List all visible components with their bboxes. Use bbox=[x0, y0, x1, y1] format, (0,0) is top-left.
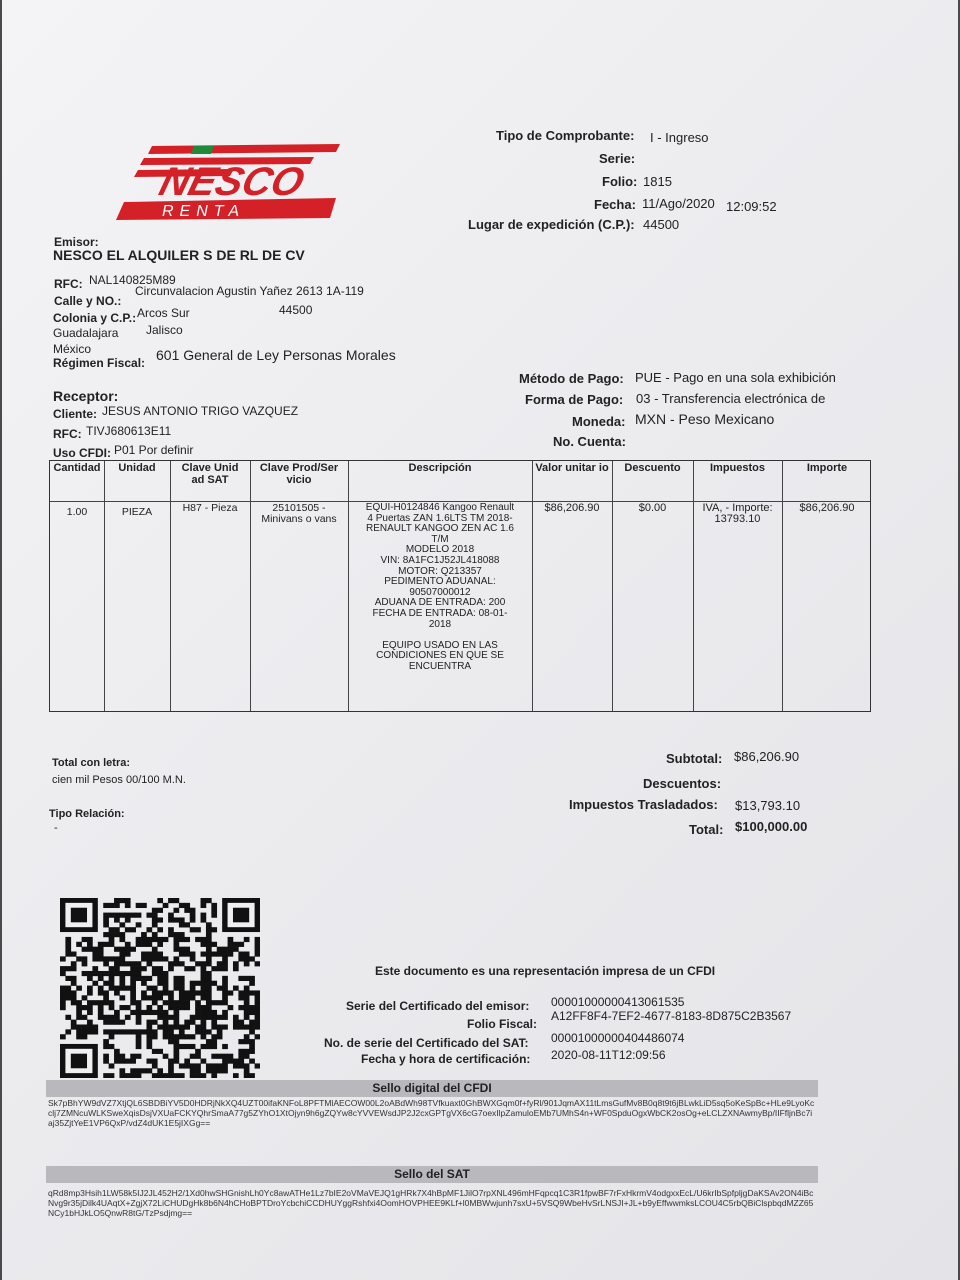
tipo-comprobante-value: I - Ingreso bbox=[650, 130, 709, 145]
serie-sat-value: 00001000000404486074 bbox=[551, 1031, 685, 1045]
row-valor-unitario: $86,206.90 bbox=[544, 502, 600, 514]
descuentos-label: Descuentos: bbox=[643, 776, 722, 791]
metodo-pago-value: PUE - Pago en una sola exhibición bbox=[635, 370, 836, 385]
moneda-label: Moneda: bbox=[572, 414, 626, 429]
regimen-fiscal-value: 601 General de Ley Personas Morales bbox=[156, 347, 396, 363]
row-impuestos: IVA, - Importe: 13793.10 bbox=[702, 502, 773, 525]
sello-cfdi-bar bbox=[46, 1080, 818, 1097]
tipo-comprobante-label: Tipo de Comprobante: bbox=[496, 128, 635, 143]
subtotal-value: $86,206.90 bbox=[734, 749, 800, 764]
row-descuento: $0.00 bbox=[638, 502, 667, 514]
emisor-ciudad: Guadalajara bbox=[53, 326, 119, 340]
logo-line1: NESCO bbox=[154, 158, 310, 204]
emisor-calle-label: Calle y NO.: bbox=[54, 294, 122, 308]
header-valor-unitario: Valor unitar io bbox=[535, 462, 609, 474]
receptor-label: Receptor: bbox=[53, 388, 119, 404]
sello-cfdi-label: Sello digital del CFDI bbox=[372, 1081, 492, 1095]
forma-pago-value: 03 - Transferencia electrónica de bbox=[636, 391, 826, 406]
logo-line2: RENTA bbox=[162, 203, 246, 220]
header-descripcion: Descripción bbox=[408, 462, 472, 474]
cliente-value: JESUS ANTONIO TRIGO VAZQUEZ bbox=[102, 404, 299, 418]
lugar-expedicion-label: Lugar de expedición (C.P.): bbox=[468, 217, 635, 232]
serie-sat-label: No. de serie del Certificado del SAT: bbox=[324, 1036, 529, 1050]
cliente-label: Cliente: bbox=[53, 407, 98, 421]
serie-emisor-value: 00001000000413061535 bbox=[551, 995, 685, 1009]
header-unidad: Unidad bbox=[118, 462, 156, 474]
sello-sat-label: Sello del SAT bbox=[394, 1167, 470, 1181]
header-descuento: Descuento bbox=[624, 462, 681, 474]
col-divider bbox=[532, 461, 533, 711]
emisor-rfc-label: RFC: bbox=[54, 277, 83, 291]
total-letra-label: Total con letra: bbox=[52, 757, 131, 769]
metodo-pago-label: Método de Pago: bbox=[519, 371, 624, 386]
fecha-certificacion-label: Fecha y hora de certificación: bbox=[361, 1052, 531, 1066]
receptor-rfc: TIVJ680613E11 bbox=[86, 424, 172, 438]
sello-cfdi-text: Sk7pBhYW9dVZ7XtjQL6SBDBiYV5D0HDRjNkXQ4UZT00ifaKNFoL8PFTMlAECOW00L2oABdWh98TVfkuaxt0GhBWXGqm0f+fyRl/901JqmAX11tLmsGufMv8B0q8t9t6jBLwkLiD5sq5oKeSpBc+HLe9LyoKcclj7ZMNcuWLKSweXqisDsjVXUaFCKYQhrSmaA77g5ZYhO1XtOjyn9h6gZQYw8cYVVEWsdJP2J2cxGPTgVX6cG7oexIlpZamuloEMb7UMhS4n+WF0SpduOgxWbCK2osOg+eLCLZXNAwmyBp/IIFfljnBc7iaj35ZjtYeE1VP6QxP/vdZ4dUK1E5jIXGg== bbox=[48, 1098, 815, 1128]
folio-fiscal-value: A12FF8F4-7EF2-4677-8183-8D875C2B3567 bbox=[551, 1009, 792, 1023]
row-unidad: PIEZA bbox=[121, 506, 153, 518]
serie-label: Serie: bbox=[599, 151, 636, 166]
row-clave-unidad: H87 - Pieza bbox=[182, 502, 238, 514]
lugar-expedicion-value: 44500 bbox=[643, 217, 680, 232]
emisor-calle: Circunvalacion Agustin Yañez 2613 1A-119 bbox=[135, 284, 364, 298]
row-importe: $86,206.90 bbox=[799, 502, 855, 514]
cfdi-representacion: Este documento es una representación impresa de un CFDI bbox=[375, 964, 716, 978]
emisor-cp: 44500 bbox=[279, 303, 313, 317]
hora-value: 12:09:52 bbox=[726, 199, 777, 214]
row-clave-prod: 25101505 - Minivans o vans bbox=[261, 502, 337, 525]
moneda-value: MXN - Peso Mexicano bbox=[635, 411, 775, 427]
tipo-relacion-label: Tipo Relación: bbox=[49, 808, 125, 820]
row-cantidad: 1.00 bbox=[66, 506, 88, 518]
items-table bbox=[49, 460, 871, 712]
regimen-fiscal-label: Régimen Fiscal: bbox=[53, 356, 146, 370]
fecha-value: 11/Ago/2020 bbox=[642, 196, 715, 211]
uso-cfdi-value: P01 Por definir bbox=[114, 443, 194, 457]
header-impuestos: Impuestos bbox=[709, 462, 765, 474]
emisor-colonia-label: Colonia y C.P.: bbox=[53, 311, 137, 325]
emisor-rfc: NAL140825M89 bbox=[89, 273, 176, 287]
row-descripcion: EQUI-H0124846 Kangoo Renault 4 Puertas ZAN 1.6LTS TM 2018-RENAULT KANGOO ZEN AC 1.6 T/M MODELO 2018 VIN: 8A1FC1J52JL418088 MOTOR: Q213357 PEDIMENTO ADUANAL: 90507000012 ADUANA DE ENTRADA: 200 FECHA DE ENTRADA: 08-01-2018 EQUIPO USADO EN LAS CONDICIONES EN QUE SE ENCUENTRA bbox=[365, 502, 515, 672]
folio-fiscal-label: Folio Fiscal: bbox=[467, 1017, 538, 1031]
subtotal-label: Subtotal: bbox=[666, 751, 723, 766]
col-divider bbox=[170, 461, 171, 711]
total-label: Total: bbox=[689, 822, 724, 837]
sello-sat-text: qRd8mp3Hsih1LW58k5IJ2JL452H2/1Xd0hwSHGnishLh0Yc8awATHe1Lz7bIE2oVMaVEJQ1gHRk7X4hBpMF1JilO7rpXNL496mHFqpcq1C3R1fpwBF7rFxHkrmV4odgxxEcL/U6krIbSpfpljgDaKSAv2ON4iBcNvg9r35jDilk4UAqtX+ZgjX72LiCHUDgHk8b6N4hCHoBPTDroYcbchiCCDHUYggRshfxi4OomHOVPHEE9KLf+l0MBWwjunh7sxU+5VSQ9WbeHvSrLNSJI+JL+b9yEffwwmksLCOU4C5rbQBiClspbqdMZZ65NCy1bHJkLO5QnwR8tG/TzPsdjmg== bbox=[48, 1188, 814, 1218]
folio-value: 1815 bbox=[643, 174, 672, 189]
impuestos-trasladados-value: $13,793.10 bbox=[735, 798, 801, 813]
folio-label: Folio: bbox=[602, 174, 638, 189]
emisor-estado: Jalisco bbox=[146, 323, 183, 337]
nesco-renta-logo bbox=[114, 140, 344, 224]
fecha-certificacion-value: 2020-08-11T12:09:56 bbox=[551, 1048, 666, 1062]
fecha-label: Fecha: bbox=[594, 197, 636, 212]
header-importe: Importe bbox=[806, 462, 848, 474]
serie-emisor-label: Serie del Certificado del emisor: bbox=[346, 999, 530, 1013]
uso-cfdi-label: Uso CFDI: bbox=[53, 446, 111, 460]
emisor-colonia: Arcos Sur bbox=[137, 306, 190, 320]
col-divider bbox=[250, 461, 251, 711]
sello-sat-bar bbox=[46, 1166, 818, 1183]
tipo-relacion-value: - bbox=[54, 822, 58, 834]
no-cuenta-label: No. Cuenta: bbox=[553, 434, 626, 449]
total-value: $100,000.00 bbox=[735, 819, 808, 834]
total-letra-value: cien mil Pesos 00/100 M.N. bbox=[52, 774, 186, 786]
emisor-label: Emisor: bbox=[54, 235, 99, 249]
emisor-name: NESCO EL ALQUILER S DE RL DE CV bbox=[53, 247, 305, 263]
receptor-rfc-label: RFC: bbox=[53, 427, 82, 441]
qr-code bbox=[60, 898, 260, 1078]
impuestos-trasladados-label: Impuestos Trasladados: bbox=[569, 797, 718, 812]
forma-pago-label: Forma de Pago: bbox=[525, 392, 624, 407]
header-clave-prod: Clave Prod/Ser vicio bbox=[259, 462, 339, 486]
invoice-page bbox=[2, 0, 958, 1280]
header-clave-unidad: Clave Unid ad SAT bbox=[181, 462, 239, 486]
emisor-pais: México bbox=[53, 342, 92, 356]
header-cantidad: Cantidad bbox=[53, 462, 101, 474]
